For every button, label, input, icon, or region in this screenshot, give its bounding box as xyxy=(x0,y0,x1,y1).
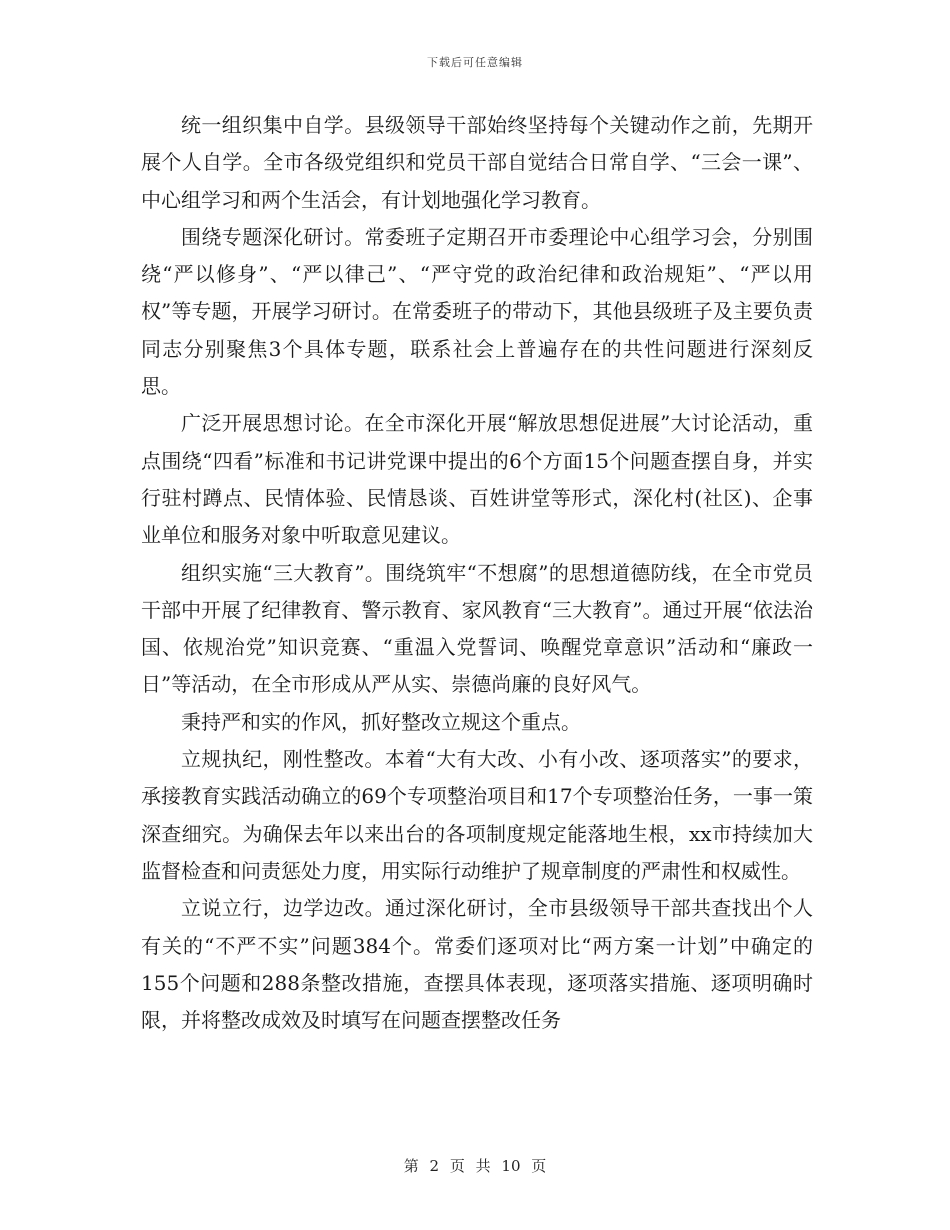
footer-label-ye-end: 页 xyxy=(531,1157,547,1175)
footer-total-pages: 10 xyxy=(501,1157,521,1175)
paragraph-topic-research: 围绕专题深化研讨。常委班子定期召开市委理论中心组学习会，分别围绕“严以修身”、“严以律己”、“严守党的政治纪律和政治规矩”、“严以用权”等专题，开展学习研讨。在常委班子的带动下，其他县级班子及主要负责同志分别聚焦3个具体专题，联系社会上普遍存在的共性问题进行深刻反思。 xyxy=(141,224,813,399)
footer-label-ye: 页 xyxy=(449,1157,465,1175)
page-header-note: 下载后可任意编辑 xyxy=(427,56,523,69)
footer-current-page: 2 xyxy=(429,1157,440,1175)
paragraph-rectification: 立规执纪，刚性整改。本着“大有大改、小有小改、逐项落实”的要求，承接教育实践活动确立的69个专项整治项目和17个专项整治任务，一事一策深查细究。为确保去年以来出台的各项制度规定能落地生根，xx市持续加大监督检查和问责惩处力度，用实际行动维护了规章制度的严肃性和权威性。 xyxy=(141,747,813,883)
paragraph-discussion: 广泛开展思想讨论。在全市深化开展“解放思想促进展”大讨论活动，重点围绕“四看”标准和书记讲党课中提出的6个方面15个问题查摆自身，并实行驻村蹲点、民情体验、民情恳谈、百姓讲堂等形式，深化村(社区)、企事业单位和服务对象中听取意见建议。 xyxy=(141,411,813,548)
footer-label-gong: 共 xyxy=(475,1157,491,1175)
paragraph-section-heading: 秉持严和实的作风，抓好整改立规这个重点。 xyxy=(181,709,581,734)
paragraph-self-study: 统一组织集中自学。县级领导干部始终坚持每个关键动作之前，先期开展个人自学。全市各级党组织和党员干部自觉结合日常自学、“三会一课”、中心组学习和两个生活会，有计划地强化学习教育。 xyxy=(141,113,813,212)
paragraph-act-now: 立说立行，边学边改。通过深化研讨，全市县级领导干部共查找出个人有关的“不严不实”问题384个。常委们逐项对比“两方案一计划”中确定的155个问题和288条整改措施，查摆具体表现，逐项落实措施、逐项明确时限，并将整改成效及时填写在问题查摆整改任务 xyxy=(141,896,813,1033)
footer-label-di: 第 xyxy=(403,1157,419,1175)
paragraph-three-educations: 组织实施“三大教育”。围绕筑牢“不想腐”的思想道德防线，在全市党员干部中开展了纪律教育、警示教育、家风教育“三大教育”。通过开展“依法治国、依规治党”知识竞赛、“重温入党誓词、唤醒党章意识”活动和“廉政一日”等活动，在全市形成从严从实、崇德尚廉的良好风气。 xyxy=(141,560,813,697)
document-body xyxy=(141,107,813,1039)
page-footer xyxy=(0,1155,950,1176)
